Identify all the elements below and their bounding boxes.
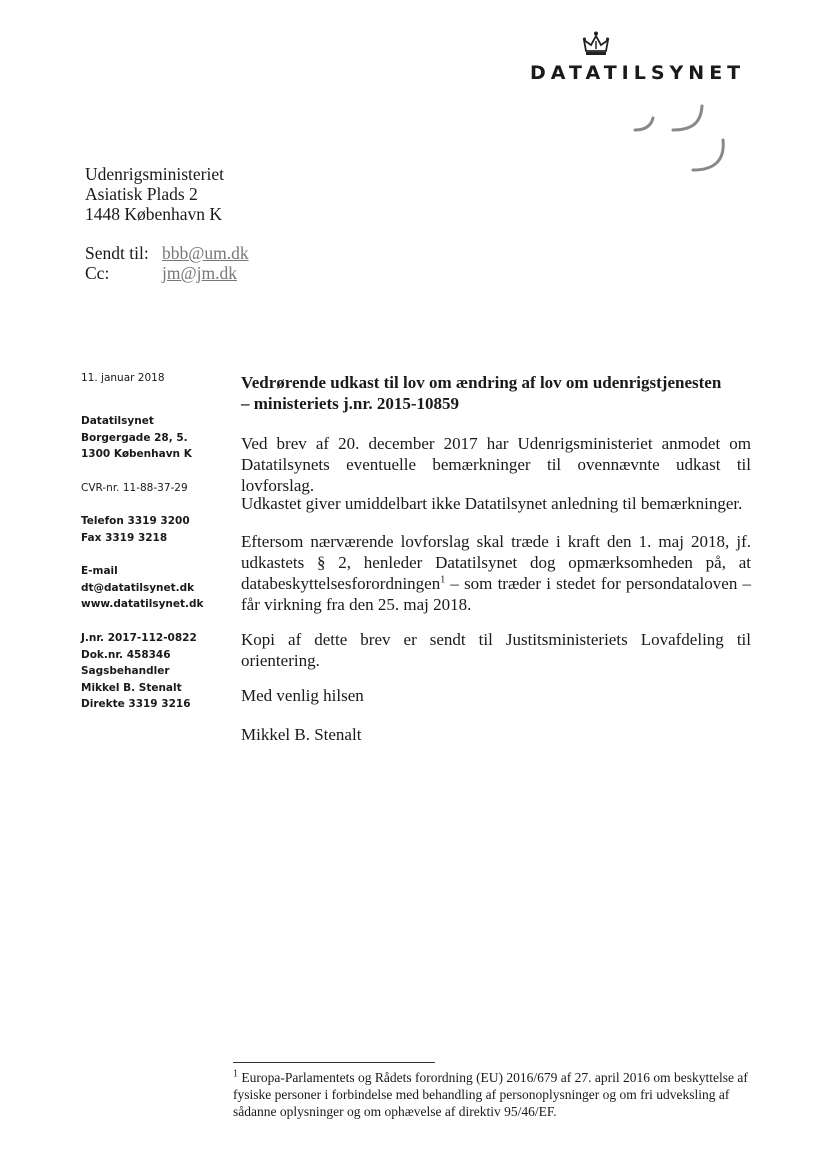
sent-block bbox=[85, 243, 249, 283]
paragraph-4: Kopi af dette brev er sendt til Justitsministeriets Lovafdeling til orientering. bbox=[241, 630, 751, 670]
direct-phone: Direkte 3319 3216 bbox=[81, 698, 191, 710]
case-handler-name: Mikkel B. Stenalt bbox=[81, 681, 182, 694]
letter-subject bbox=[241, 372, 751, 414]
sender-org: Datatilsynet bbox=[81, 415, 154, 427]
email-label: E-mail bbox=[81, 565, 118, 577]
sender-contact bbox=[81, 563, 231, 613]
signature: Mikkel B. Stenalt bbox=[241, 725, 362, 744]
paragraph-3 bbox=[241, 531, 751, 615]
footnote-text: Europa-Parlamentets og Rådets forordning (EU) 2016/679 af 27. april 2016 om beskyttelse af fysiske personer i forbindelse med behandling af personoplysninger og om fri udveksling af sådanne oplysninger og om ophævelse af direktiv 95/46/EF. bbox=[233, 1070, 748, 1119]
sender-website-link[interactable]: www.datatilsynet.dk bbox=[81, 598, 204, 610]
crown-icon bbox=[582, 30, 610, 58]
sender-street: Borgergade 28, 5. bbox=[81, 431, 188, 444]
brand-name: DATATILSYNET bbox=[530, 62, 746, 84]
recipient-city: 1448 København K bbox=[85, 204, 223, 224]
cvr-number: CVR-nr. 11-88-37-29 bbox=[81, 482, 188, 494]
recipient-name: Udenrigsministeriet bbox=[85, 164, 225, 184]
sender-email-link[interactable]: dt@datatilsynet.dk bbox=[81, 581, 195, 594]
cc-email-link[interactable]: jm@jm.dk bbox=[162, 263, 237, 283]
footnote-number: 1 bbox=[233, 1068, 238, 1080]
subject-line-2: – ministeriets j.nr. 2015-10859 bbox=[241, 394, 459, 413]
fax-number: Fax 3319 3218 bbox=[81, 531, 168, 544]
case-details bbox=[81, 630, 231, 713]
sent-to-label: Sendt til: bbox=[85, 243, 149, 263]
phone-number: Telefon 3319 3200 bbox=[81, 515, 190, 527]
sender-address bbox=[81, 413, 231, 463]
footnote-ref: 1 bbox=[440, 574, 446, 586]
footnote-divider bbox=[233, 1062, 435, 1063]
paragraph-2: Udkastet giver umiddelbart ikke Datatilsynet anledning til bemærkninger. bbox=[241, 494, 743, 513]
sent-to-email-link[interactable]: bbb@um.dk bbox=[162, 243, 249, 263]
journal-number: J.nr. 2017-112-0822 bbox=[81, 632, 197, 644]
letter-date: 11. januar 2018 bbox=[81, 372, 165, 384]
closing: Med venlig hilsen bbox=[241, 686, 364, 705]
footnote bbox=[233, 1069, 773, 1120]
subject-line-1: Vedrørende udkast til lov om ændring af lov om udenrigstjenesten bbox=[241, 373, 722, 392]
sender-city: 1300 København K bbox=[81, 448, 192, 460]
paragraph-3-part-2: – som træder i stedet for persondataloven – får virkning fra den 25. maj 2018. bbox=[241, 574, 751, 614]
paragraph-1: Ved brev af 20. december 2017 har Udenrigsministeriet anmodet om Datatilsynets eventuelle bemærkninger til ovennævnte udkast til lovforslag. bbox=[241, 434, 751, 495]
recipient-street: Asiatisk Plads 2 bbox=[85, 184, 198, 204]
paragraph-3-part-1: Eftersom nærværende lovforslag skal træde i kraft den 1. maj 2018, jf. udkastets § 2, henleder Datatilsynet dog opmærksomheden på, at databeskyttelsesforordningen bbox=[241, 532, 751, 593]
handwritten-marks-icon bbox=[615, 100, 735, 180]
recipient-address bbox=[85, 164, 224, 224]
document-number: Dok.nr. 458346 bbox=[81, 648, 171, 661]
case-handler-label: Sagsbehandler bbox=[81, 665, 170, 677]
cc-label: Cc: bbox=[85, 263, 110, 283]
sender-phones bbox=[81, 513, 231, 546]
